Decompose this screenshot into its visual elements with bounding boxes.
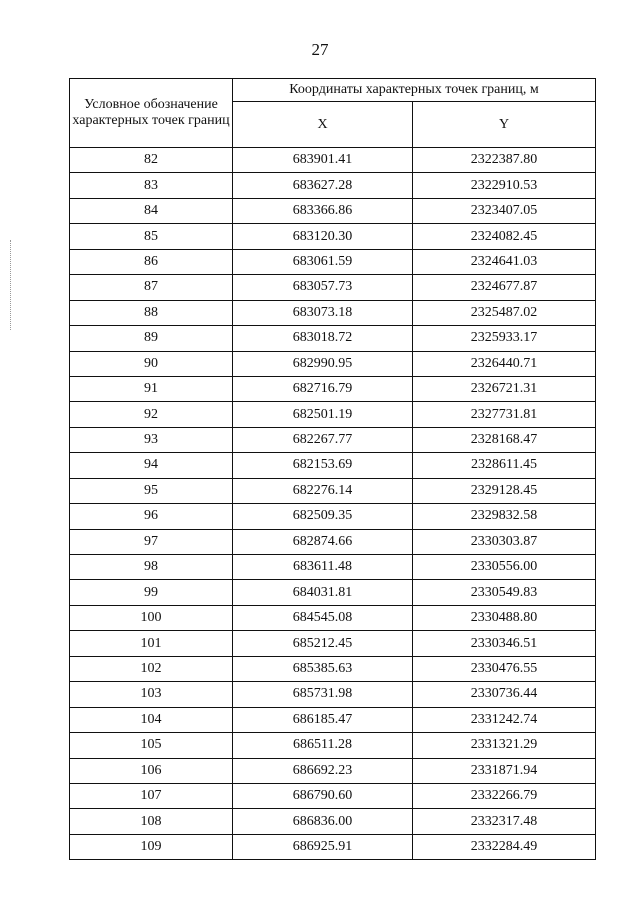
cell-point-id: 86 (70, 249, 233, 274)
cell-point-id: 87 (70, 275, 233, 300)
cell-y: 2329128.45 (413, 478, 596, 503)
table-row (70, 809, 596, 834)
cell-x: 686790.60 (233, 783, 413, 808)
table-body (70, 148, 596, 860)
coordinates-table (69, 78, 596, 860)
cell-y: 2324677.87 (413, 275, 596, 300)
scan-edge-mark (10, 240, 13, 330)
table-row (70, 580, 596, 605)
header-point-id: Условное обозначение характерных точек границ (70, 79, 233, 148)
table-row (70, 249, 596, 274)
cell-x: 682874.66 (233, 529, 413, 554)
cell-y: 2331321.29 (413, 733, 596, 758)
cell-y: 2330488.80 (413, 605, 596, 630)
cell-x: 686836.00 (233, 809, 413, 834)
cell-x: 683061.59 (233, 249, 413, 274)
cell-y: 2330736.44 (413, 682, 596, 707)
table-row (70, 198, 596, 223)
cell-x: 682509.35 (233, 504, 413, 529)
table-row (70, 173, 596, 198)
cell-y: 2323407.05 (413, 198, 596, 223)
table-row (70, 834, 596, 859)
table-row (70, 783, 596, 808)
cell-x: 683627.28 (233, 173, 413, 198)
cell-x: 682501.19 (233, 402, 413, 427)
cell-x: 682153.69 (233, 453, 413, 478)
table-row (70, 631, 596, 656)
cell-x: 682990.95 (233, 351, 413, 376)
cell-x: 683120.30 (233, 224, 413, 249)
cell-x: 683057.73 (233, 275, 413, 300)
table-row (70, 758, 596, 783)
cell-point-id: 91 (70, 376, 233, 401)
cell-x: 683611.48 (233, 555, 413, 580)
cell-point-id: 95 (70, 478, 233, 503)
cell-point-id: 85 (70, 224, 233, 249)
cell-x: 684031.81 (233, 580, 413, 605)
cell-point-id: 106 (70, 758, 233, 783)
cell-y: 2326440.71 (413, 351, 596, 376)
table-row (70, 275, 596, 300)
cell-point-id: 93 (70, 427, 233, 452)
cell-point-id: 88 (70, 300, 233, 325)
cell-point-id: 94 (70, 453, 233, 478)
cell-y: 2322387.80 (413, 148, 596, 173)
page-number: 27 (311, 40, 329, 59)
table-row (70, 402, 596, 427)
cell-point-id: 92 (70, 402, 233, 427)
cell-point-id: 105 (70, 733, 233, 758)
table-row (70, 605, 596, 630)
cell-point-id: 82 (70, 148, 233, 173)
cell-x: 685385.63 (233, 656, 413, 681)
cell-x: 685731.98 (233, 682, 413, 707)
cell-y: 2324082.45 (413, 224, 596, 249)
cell-y: 2330346.51 (413, 631, 596, 656)
cell-y: 2331242.74 (413, 707, 596, 732)
cell-point-id: 103 (70, 682, 233, 707)
cell-point-id: 98 (70, 555, 233, 580)
cell-y: 2331871.94 (413, 758, 596, 783)
cell-point-id: 104 (70, 707, 233, 732)
table-row (70, 351, 596, 376)
cell-x: 684545.08 (233, 605, 413, 630)
cell-point-id: 99 (70, 580, 233, 605)
table-row (70, 555, 596, 580)
cell-point-id: 101 (70, 631, 233, 656)
cell-y: 2328611.45 (413, 453, 596, 478)
header-y: Y (413, 102, 596, 148)
table-row (70, 148, 596, 173)
cell-point-id: 107 (70, 783, 233, 808)
cell-point-id: 96 (70, 504, 233, 529)
cell-x: 685212.45 (233, 631, 413, 656)
table-row (70, 453, 596, 478)
cell-point-id: 84 (70, 198, 233, 223)
cell-x: 682276.14 (233, 478, 413, 503)
table-row (70, 326, 596, 351)
cell-point-id: 97 (70, 529, 233, 554)
cell-y: 2327731.81 (413, 402, 596, 427)
cell-y: 2330549.83 (413, 580, 596, 605)
cell-y: 2332317.48 (413, 809, 596, 834)
table-row (70, 300, 596, 325)
cell-x: 682716.79 (233, 376, 413, 401)
cell-y: 2330303.87 (413, 529, 596, 554)
table-row (70, 427, 596, 452)
cell-x: 683073.18 (233, 300, 413, 325)
header-x: X (233, 102, 413, 148)
cell-x: 686185.47 (233, 707, 413, 732)
cell-y: 2332266.79 (413, 783, 596, 808)
cell-x: 683901.41 (233, 148, 413, 173)
table-row (70, 682, 596, 707)
cell-y: 2325487.02 (413, 300, 596, 325)
cell-y: 2325933.17 (413, 326, 596, 351)
cell-point-id: 108 (70, 809, 233, 834)
header-coordinates: Координаты характерных точек границ, м (233, 79, 596, 102)
table-row (70, 707, 596, 732)
cell-x: 686925.91 (233, 834, 413, 859)
cell-point-id: 102 (70, 656, 233, 681)
cell-x: 686692.23 (233, 758, 413, 783)
cell-y: 2328168.47 (413, 427, 596, 452)
cell-point-id: 83 (70, 173, 233, 198)
cell-point-id: 109 (70, 834, 233, 859)
cell-y: 2332284.49 (413, 834, 596, 859)
cell-point-id: 90 (70, 351, 233, 376)
cell-x: 686511.28 (233, 733, 413, 758)
cell-x: 683366.86 (233, 198, 413, 223)
table-row (70, 504, 596, 529)
cell-point-id: 89 (70, 326, 233, 351)
cell-y: 2322910.53 (413, 173, 596, 198)
table-row (70, 224, 596, 249)
table-row (70, 656, 596, 681)
cell-y: 2330476.55 (413, 656, 596, 681)
cell-y: 2324641.03 (413, 249, 596, 274)
cell-x: 683018.72 (233, 326, 413, 351)
cell-point-id: 100 (70, 605, 233, 630)
table-row (70, 529, 596, 554)
table-row (70, 733, 596, 758)
cell-y: 2326721.31 (413, 376, 596, 401)
cell-y: 2330556.00 (413, 555, 596, 580)
table-row (70, 376, 596, 401)
table-row (70, 478, 596, 503)
cell-x: 682267.77 (233, 427, 413, 452)
cell-y: 2329832.58 (413, 504, 596, 529)
